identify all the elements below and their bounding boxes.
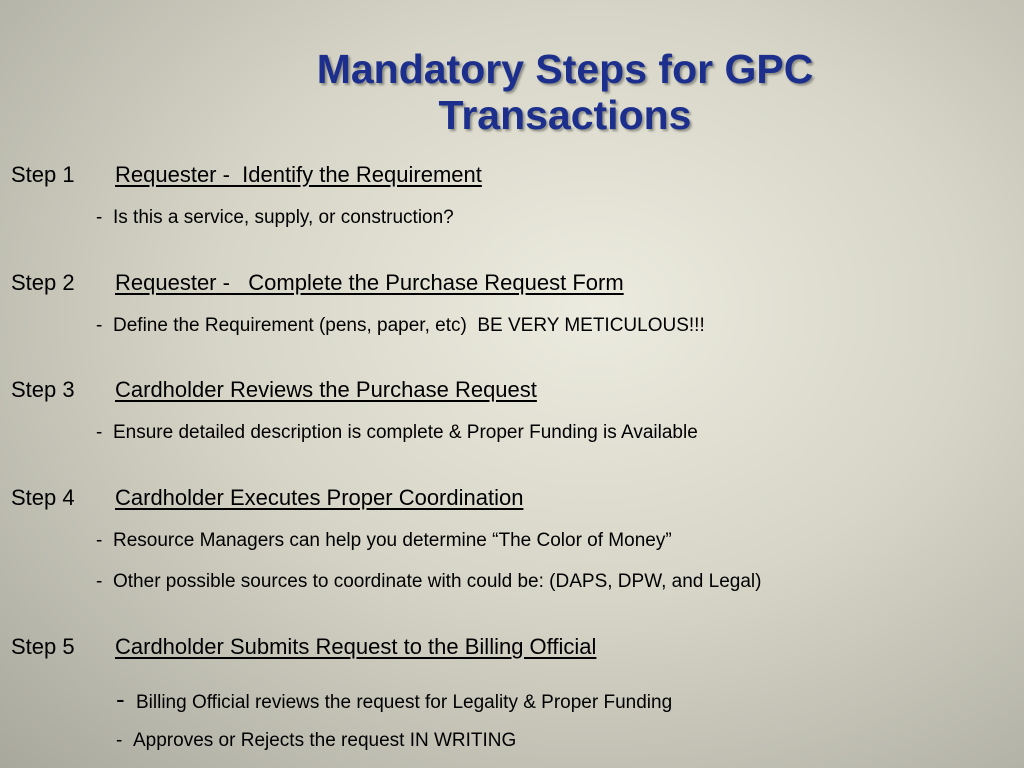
step-3-detail-1-text: Ensure detailed description is complete & Proper Funding is Available (113, 422, 698, 443)
step-2-detail-1 (96, 315, 705, 337)
step-2-detail-1-text: Define the Requirement (pens, paper, etc) BE VERY METICULOUS!!! (113, 315, 705, 336)
bullet-dash: - (116, 684, 125, 714)
bullet-dash: - (96, 207, 103, 228)
step-5-detail-1-text: Billing Official reviews the request for Legality & Proper Funding (136, 692, 673, 713)
step-1-detail-1-text: Is this a service, supply, or construction? (113, 207, 454, 228)
step-4-title: Cardholder Executes Proper Coordination (115, 485, 524, 510)
bullet-dash: - (96, 530, 103, 551)
step-5-number: Step 5 (11, 634, 75, 659)
step-5-detail-2-text: Approves or Rejects the request IN WRITING (133, 730, 517, 751)
step-3-title: Cardholder Reviews the Purchase Request (115, 377, 537, 402)
step-1-detail-1 (96, 207, 454, 229)
step-3-detail-1 (96, 422, 698, 444)
step-4-detail-1 (96, 530, 672, 552)
bullet-dash: - (96, 315, 103, 336)
step-4-detail-1-text: Resource Managers can help you determine “The Color of Money” (113, 530, 672, 551)
step-4-detail-2 (96, 571, 761, 593)
step-3-number: Step 3 (11, 377, 75, 402)
slide-title-line-2: Transactions (438, 92, 692, 138)
step-5-title: Cardholder Submits Request to the Billing Official (115, 634, 597, 659)
bullet-dash: - (96, 571, 103, 592)
step-1-heading (11, 162, 482, 188)
step-2-heading (11, 270, 624, 296)
bullet-dash: - (116, 730, 123, 751)
step-2-title: Requester - Complete the Purchase Request Form (115, 270, 624, 295)
slide-title (200, 46, 930, 138)
step-2-number: Step 2 (11, 270, 75, 295)
step-5-detail-1 (116, 684, 672, 715)
step-1-title: Requester - Identify the Requirement (115, 162, 482, 187)
step-5-heading (11, 634, 596, 660)
step-4-detail-2-text: Other possible sources to coordinate with could be: (DAPS, DPW, and Legal) (113, 571, 762, 592)
step-3-heading (11, 377, 537, 403)
step-4-number: Step 4 (11, 485, 75, 510)
step-4-heading (11, 485, 523, 511)
slide-title-line-1: Mandatory Steps for GPC (316, 46, 814, 92)
step-5-detail-2 (116, 730, 516, 752)
bullet-dash: - (96, 422, 103, 443)
step-1-number: Step 1 (11, 162, 75, 187)
